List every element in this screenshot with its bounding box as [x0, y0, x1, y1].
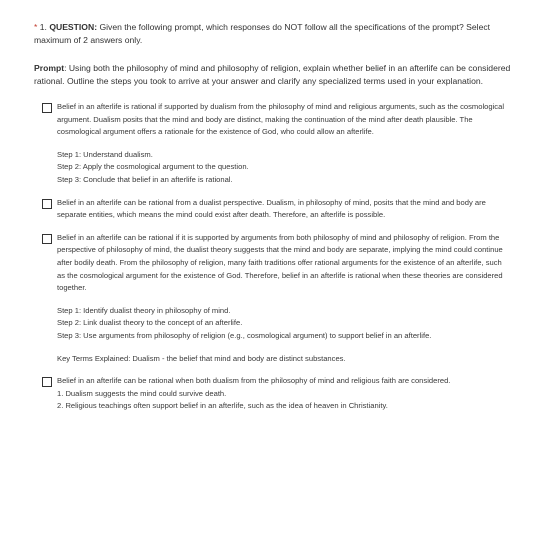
question-label: QUESTION: — [49, 22, 98, 32]
answer-checkbox-1[interactable] — [42, 103, 52, 113]
step-line: Step 2: Link dualist theory to the concept of an afterlife. — [57, 318, 243, 328]
question-number: 1. — [39, 22, 47, 32]
list-item: 2. Religious teachings often support belief in an afterlife, such as the idea of heaven in Christianity. — [57, 401, 388, 411]
required-asterisk: * — [34, 22, 38, 32]
question-body: Given the following prompt, which responses do NOT follow all the specifications of the prompt? Select maximum of 2 answers only. — [34, 22, 491, 45]
answer-option-3-text — [57, 232, 511, 365]
answer-paragraph: Belief in an afterlife can be rational if it is supported by arguments from both philosophy of mind and philosophy of religion. From the perspective of philosophy of mind, the dualist theory suggests that the mind and body are separate, implying the mind could continue after bodily death. From the philosophy of religion, many faith traditions offer rational arguments for the existence of an afterlife, such as the cosmological argument for the existence of God. Therefore, belief in an afterlife is rational when these theories are considered together. — [57, 232, 503, 293]
answer-option-4-text — [57, 375, 511, 413]
answer-paragraph: Belief in an afterlife can be rational when both dualism from the philosophy of mind and religious faith are considered. — [57, 376, 451, 386]
answer-checkbox-4[interactable] — [42, 377, 52, 387]
answer-checkbox-3[interactable] — [42, 234, 52, 244]
prompt-body: : Using both the philosophy of mind and philosophy of religion, explain whether belief in an afterlife can be considered rational. Outline the steps you took to arrive at your answer and clarify any specialized terms used in your explanation. — [34, 63, 511, 86]
step-line: Step 1: Understand dualism. — [57, 149, 153, 159]
prompt-text — [34, 62, 511, 88]
answer-paragraph: Belief in an afterlife can be rational from a dualist perspective. Dualism, in philosophy of mind, posits that the mind and body are separate entities, which means the mind could exist after death. Therefore, an afterlife is possible. — [57, 197, 486, 220]
answer-option-2-text — [57, 197, 511, 222]
step-line: Step 3: Use arguments from philosophy of religion (e.g., cosmological argument) to support belief in an afterlife. — [57, 330, 432, 340]
question-text — [34, 21, 511, 47]
key-terms: Key Terms Explained: Dualism - the belief that mind and body are distinct substances. — [57, 353, 346, 363]
answer-option-1-text — [57, 101, 511, 187]
answer-option-4[interactable] — [34, 375, 511, 413]
prompt-label: Prompt — [34, 63, 65, 73]
answer-option-2[interactable] — [34, 197, 511, 222]
list-item: 1. Dualism suggests the mind could survive death. — [57, 388, 227, 398]
answer-checkbox-2[interactable] — [42, 199, 52, 209]
answer-option-3[interactable] — [34, 232, 511, 365]
step-line: Step 2: Apply the cosmological argument to the question. — [57, 162, 249, 172]
answer-option-1[interactable] — [34, 101, 511, 187]
answer-paragraph: Belief in an afterlife is rational if supported by dualism from the philosophy of mind and religious arguments, such as the cosmological argument. Dualism posits that the mind and body are distinct, making the continuation of the mind after death plausible. The cosmological argument offers a rationale for the existence of God, who could allow an afterlife. — [57, 102, 505, 137]
step-line: Step 3: Conclude that belief in an afterlife is rational. — [57, 174, 233, 184]
step-line: Step 1: Identify dualist theory in philosophy of mind. — [57, 305, 231, 315]
